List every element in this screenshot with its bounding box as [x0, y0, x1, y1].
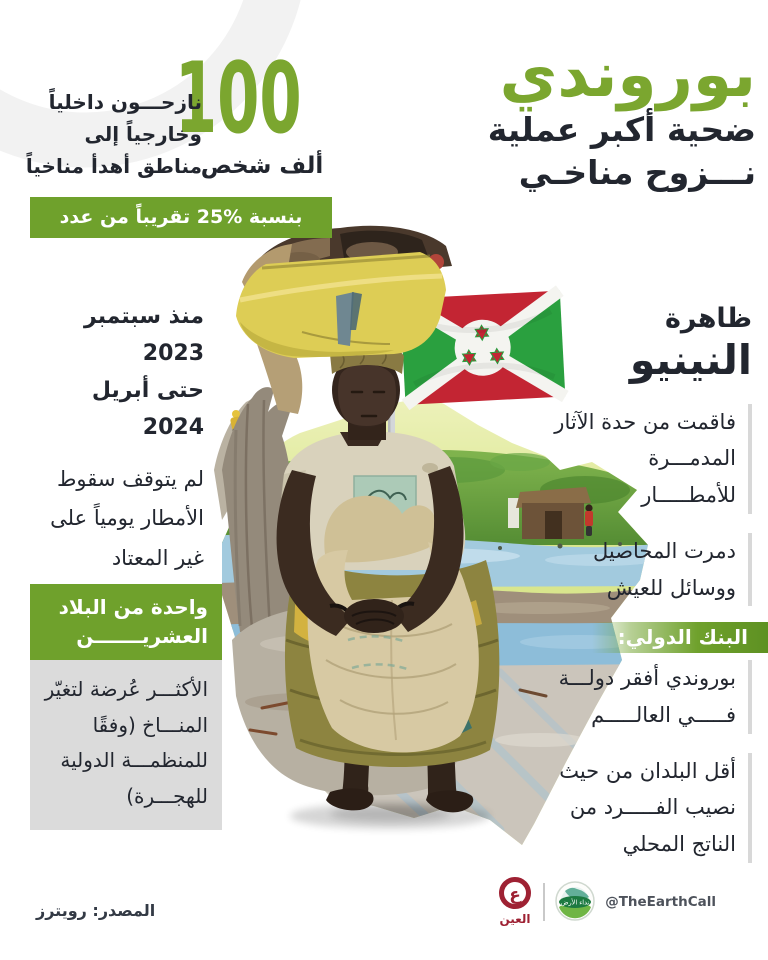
alain-logo-label: العين [499, 912, 531, 926]
period-body: لم يتوقف سقوط الأمطار يومياً على غير المعتاد [50, 466, 204, 570]
top-twenty-header-line1: واحدة من البلاد [58, 595, 208, 619]
top-twenty-header-line2: العشريـــــــن [76, 624, 208, 648]
social-handle: @TheEarthCall [605, 894, 716, 910]
period-heading-line1: منذ سبتمبر 2023 [84, 304, 204, 366]
el-nino-heading-large: النينيو [629, 336, 752, 385]
top-twenty-body: الأكثـــر عُرضة لتغيّر المنـــاخ (وفقًا للمنظمـــة الدولية للهجـــرة) [30, 660, 222, 830]
header-block [416, 38, 756, 195]
earthcall-logo [554, 880, 596, 924]
world-bank-block [552, 660, 752, 863]
el-nino-bullet-2: دمرت المحاصيل ووسائل للعيش [552, 533, 752, 607]
svg-text:ع: ع [509, 885, 521, 905]
world-bank-heading-bar: البنك الدولي: [592, 622, 768, 653]
population-share-badge: بنسبة %25 تقريباً من عدد السكان [30, 197, 332, 238]
world-bank-bullet-2: أقل البلدان من حيث نصيب الفـــــرد من الناتج المحلي [552, 753, 752, 863]
alain-logo [496, 876, 534, 928]
el-nino-heading-small: ظاهرة [664, 303, 752, 334]
page-title: بوروندي [499, 38, 756, 111]
earthcall-logo-label: نداء الأرض [560, 898, 590, 907]
top-twenty-header [30, 584, 222, 660]
logo-divider [543, 883, 545, 921]
top-twenty-card [30, 584, 222, 830]
rain-period-block [28, 299, 204, 578]
page-subtitle-line2: نـــزوح مناخـي [518, 153, 756, 193]
displaced-count-unit: ألف شخص [200, 153, 324, 179]
el-nino-block [552, 303, 752, 606]
footer-logos [496, 876, 716, 928]
source-credit: المصدر: رويترز [36, 901, 156, 920]
el-nino-bullet-1: فاقمت من حدة الآثار المدمـــرة للأمطـــــار [552, 404, 752, 514]
displaced-count: 100 [174, 42, 302, 156]
period-heading-line2: حتى أبريل 2024 [91, 377, 204, 440]
page-subtitle-line1: ضحية أكبر عملية [487, 109, 756, 149]
displaced-description: نازحـــون داخلياً وخارجياً إلى مناطق أهدأ مناخياً [25, 90, 202, 178]
world-bank-bullet-1: بوروندي أفقر دولـــة فـــــي العالـــــم [552, 660, 752, 734]
